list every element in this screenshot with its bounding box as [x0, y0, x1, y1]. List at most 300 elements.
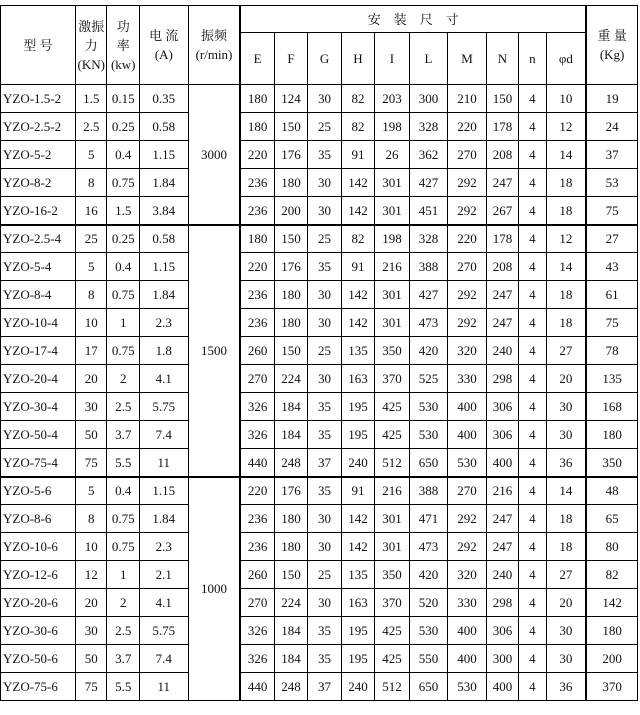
dim-i-cell: 198 — [375, 225, 409, 253]
frequency-cell: 3000 — [189, 85, 242, 225]
dim-m-cell: 292 — [448, 197, 487, 225]
header-force-line1: 激振 — [78, 18, 105, 34]
dim-l-cell: 473 — [410, 309, 449, 337]
model-cell: YZO-20-4 — [1, 365, 76, 393]
dim-m-cell: 292 — [448, 309, 487, 337]
dim-g-cell: 30 — [308, 281, 341, 309]
weight-cell: 75 — [587, 197, 638, 225]
dim-g-cell: 30 — [308, 169, 341, 197]
header-power-line2: 率 — [116, 37, 130, 53]
dim-n-upper-cell: 298 — [487, 589, 519, 617]
current-cell: 7.4 — [140, 645, 189, 673]
dim-n-upper-cell: 300 — [487, 645, 519, 673]
dim-h-cell: 195 — [342, 617, 375, 645]
table-row — [1, 421, 638, 449]
dim-e-cell: 440 — [241, 449, 274, 477]
dim-phi-d-cell: 12 — [547, 113, 588, 141]
model-cell: YZO-10-6 — [1, 533, 76, 561]
dim-phi-d-cell: 14 — [547, 477, 588, 505]
model-cell: YZO-12-6 — [1, 561, 76, 589]
dim-l-cell: 471 — [410, 505, 449, 533]
dim-e-cell: 220 — [241, 477, 274, 505]
header-power-line1: 功 — [116, 18, 130, 34]
dim-l-cell: 388 — [410, 477, 449, 505]
dim-h-cell: 142 — [342, 197, 375, 225]
dim-l-cell: 451 — [410, 197, 449, 225]
dim-f-cell: 150 — [275, 225, 308, 253]
dim-l-cell: 650 — [410, 449, 449, 477]
current-cell: 2.1 — [140, 561, 189, 589]
dim-i-cell: 216 — [375, 477, 409, 505]
current-cell: 1.15 — [140, 141, 189, 169]
dim-l-cell: 530 — [410, 393, 449, 421]
force-cell: 30 — [76, 393, 107, 421]
current-cell: 2.3 — [140, 309, 189, 337]
dim-m-cell: 400 — [448, 421, 487, 449]
dim-i-cell: 198 — [375, 113, 409, 141]
dim-phi-d-cell: 14 — [547, 141, 588, 169]
dim-g-cell: 30 — [308, 85, 341, 113]
dim-f-cell: 184 — [275, 645, 308, 673]
model-cell: YZO-17-4 — [1, 337, 76, 365]
dim-l-cell: 525 — [410, 365, 449, 393]
model-cell: YZO-75-6 — [1, 673, 76, 701]
dim-n-upper-cell: 306 — [487, 617, 519, 645]
dim-n-lower-cell: 4 — [519, 533, 546, 561]
dim-f-cell: 150 — [275, 337, 308, 365]
dim-f-cell: 176 — [275, 253, 308, 281]
table-row — [1, 113, 638, 141]
dim-i-cell: 26 — [375, 141, 409, 169]
dim-h-cell: 195 — [342, 393, 375, 421]
dim-e-cell: 326 — [241, 645, 274, 673]
dim-e-cell: 180 — [241, 225, 274, 253]
force-cell: 8 — [76, 281, 107, 309]
dim-m-cell: 400 — [448, 617, 487, 645]
header-col-h: H — [342, 33, 375, 85]
dim-e-cell: 440 — [241, 673, 274, 701]
weight-cell: 61 — [587, 281, 638, 309]
dim-n-lower-cell: 4 — [519, 309, 546, 337]
table-row — [1, 309, 638, 337]
dim-phi-d-cell: 18 — [547, 309, 588, 337]
dim-n-upper-cell: 298 — [487, 365, 519, 393]
header-weight-unit: (Kg) — [599, 47, 625, 62]
dim-f-cell: 248 — [275, 449, 308, 477]
header-force-unit: (KN) — [77, 56, 105, 72]
dim-n-upper-cell: 247 — [487, 533, 519, 561]
dim-f-cell: 200 — [275, 197, 308, 225]
power-cell: 2 — [107, 589, 139, 617]
dim-n-lower-cell: 4 — [519, 477, 546, 505]
dim-g-cell: 37 — [308, 449, 341, 477]
dim-g-cell: 30 — [308, 589, 341, 617]
table-row — [1, 169, 638, 197]
dim-h-cell: 82 — [342, 85, 375, 113]
power-cell: 0.75 — [107, 505, 139, 533]
table-row — [1, 365, 638, 393]
table-row — [1, 141, 638, 169]
header-weight-label: 重 量 — [597, 28, 627, 43]
model-cell: YZO-20-6 — [1, 589, 76, 617]
dim-h-cell: 142 — [342, 309, 375, 337]
weight-cell: 43 — [587, 253, 638, 281]
dim-i-cell: 301 — [375, 197, 409, 225]
dim-h-cell: 142 — [342, 169, 375, 197]
dim-l-cell: 473 — [410, 533, 449, 561]
dim-h-cell: 82 — [342, 225, 375, 253]
current-cell: 0.35 — [140, 85, 189, 113]
current-cell: 4.1 — [140, 365, 189, 393]
dim-i-cell: 512 — [375, 449, 409, 477]
weight-cell: 200 — [587, 645, 638, 673]
dim-f-cell: 248 — [275, 673, 308, 701]
dim-g-cell: 35 — [308, 617, 341, 645]
dim-h-cell: 240 — [342, 673, 375, 701]
header-col-m: M — [448, 33, 487, 85]
weight-cell: 80 — [587, 533, 638, 561]
power-cell: 2.5 — [107, 617, 139, 645]
dim-n-lower-cell: 4 — [519, 505, 546, 533]
dim-h-cell: 91 — [342, 141, 375, 169]
dim-phi-d-cell: 20 — [547, 365, 588, 393]
power-cell: 0.4 — [107, 253, 139, 281]
dim-i-cell: 301 — [375, 533, 409, 561]
force-cell: 1.5 — [76, 85, 107, 113]
power-cell: 0.4 — [107, 477, 139, 505]
dim-n-lower-cell: 4 — [519, 169, 546, 197]
dim-e-cell: 236 — [241, 197, 274, 225]
weight-cell: 48 — [587, 477, 638, 505]
dim-e-cell: 236 — [241, 281, 274, 309]
dim-h-cell: 82 — [342, 113, 375, 141]
force-cell: 75 — [76, 449, 107, 477]
dim-l-cell: 362 — [410, 141, 449, 169]
dim-g-cell: 30 — [308, 365, 341, 393]
model-cell: YZO-16-2 — [1, 197, 76, 225]
header-current-unit: (A) — [154, 47, 173, 62]
dim-f-cell: 184 — [275, 421, 308, 449]
dim-h-cell: 142 — [342, 281, 375, 309]
dim-i-cell: 216 — [375, 253, 409, 281]
dim-phi-d-cell: 30 — [547, 393, 588, 421]
dim-g-cell: 35 — [308, 477, 341, 505]
dim-m-cell: 220 — [448, 225, 487, 253]
spec-table-body — [1, 85, 638, 701]
dim-h-cell: 135 — [342, 337, 375, 365]
table-row — [1, 673, 638, 701]
weight-cell: 180 — [587, 617, 638, 645]
power-cell: 0.15 — [107, 85, 139, 113]
dim-n-upper-cell: 240 — [487, 561, 519, 589]
dim-g-cell: 35 — [308, 421, 341, 449]
power-cell: 5.5 — [107, 673, 139, 701]
dim-l-cell: 328 — [410, 225, 449, 253]
dim-i-cell: 301 — [375, 505, 409, 533]
dim-m-cell: 530 — [448, 673, 487, 701]
weight-cell: 370 — [587, 673, 638, 701]
dim-f-cell: 180 — [275, 169, 308, 197]
current-cell: 3.84 — [140, 197, 189, 225]
current-cell: 1.84 — [140, 505, 189, 533]
dim-h-cell: 195 — [342, 421, 375, 449]
weight-cell: 53 — [587, 169, 638, 197]
dim-n-upper-cell: 306 — [487, 421, 519, 449]
power-cell: 3.7 — [107, 421, 139, 449]
dim-g-cell: 25 — [308, 561, 341, 589]
dim-n-lower-cell: 4 — [519, 281, 546, 309]
dim-g-cell: 25 — [308, 113, 341, 141]
header-col-l: L — [410, 33, 449, 85]
dim-f-cell: 180 — [275, 533, 308, 561]
dim-g-cell: 30 — [308, 197, 341, 225]
dim-phi-d-cell: 18 — [547, 533, 588, 561]
dim-e-cell: 270 — [241, 365, 274, 393]
weight-cell: 135 — [587, 365, 638, 393]
dim-g-cell: 35 — [308, 645, 341, 673]
dim-f-cell: 150 — [275, 561, 308, 589]
dim-n-upper-cell: 400 — [487, 673, 519, 701]
power-cell: 0.4 — [107, 141, 139, 169]
dim-m-cell: 330 — [448, 365, 487, 393]
dim-i-cell: 350 — [375, 561, 409, 589]
power-cell: 1 — [107, 309, 139, 337]
current-cell: 7.4 — [140, 421, 189, 449]
dim-phi-d-cell: 36 — [547, 673, 588, 701]
dim-n-lower-cell: 4 — [519, 617, 546, 645]
dim-n-upper-cell: 178 — [487, 113, 519, 141]
dim-m-cell: 220 — [448, 113, 487, 141]
header-col-g: G — [308, 33, 341, 85]
dim-l-cell: 388 — [410, 253, 449, 281]
dim-n-lower-cell: 4 — [519, 393, 546, 421]
model-cell: YZO-5-6 — [1, 477, 76, 505]
dim-n-upper-cell: 247 — [487, 281, 519, 309]
dim-m-cell: 400 — [448, 393, 487, 421]
weight-cell: 78 — [587, 337, 638, 365]
model-cell: YZO-8-4 — [1, 281, 76, 309]
model-cell: YZO-30-4 — [1, 393, 76, 421]
current-cell: 11 — [140, 673, 189, 701]
force-cell: 25 — [76, 225, 107, 253]
header-col-n-upper: N — [487, 33, 519, 85]
current-cell: 11 — [140, 449, 189, 477]
force-cell: 20 — [76, 589, 107, 617]
table-row — [1, 561, 638, 589]
header-power — [107, 6, 139, 85]
dim-l-cell: 420 — [410, 337, 449, 365]
dim-l-cell: 550 — [410, 645, 449, 673]
dim-n-lower-cell: 4 — [519, 589, 546, 617]
table-row — [1, 337, 638, 365]
dim-g-cell: 30 — [308, 505, 341, 533]
dim-h-cell: 142 — [342, 533, 375, 561]
table-row — [1, 197, 638, 225]
header-col-f: F — [275, 33, 308, 85]
current-cell: 2.3 — [140, 533, 189, 561]
current-cell: 5.75 — [140, 393, 189, 421]
force-cell: 30 — [76, 617, 107, 645]
header-power-unit: (kw) — [110, 56, 136, 72]
dim-e-cell: 326 — [241, 393, 274, 421]
weight-cell: 19 — [587, 85, 638, 113]
header-frequency-unit: (r/min) — [195, 47, 233, 62]
model-cell: YZO-5-4 — [1, 253, 76, 281]
dim-n-lower-cell: 4 — [519, 141, 546, 169]
power-cell: 2 — [107, 365, 139, 393]
dim-n-lower-cell: 4 — [519, 253, 546, 281]
table-row — [1, 617, 638, 645]
power-cell: 0.25 — [107, 225, 139, 253]
dim-g-cell: 30 — [308, 309, 341, 337]
power-cell: 1 — [107, 561, 139, 589]
power-cell: 0.75 — [107, 169, 139, 197]
force-cell: 5 — [76, 253, 107, 281]
dim-n-upper-cell: 208 — [487, 253, 519, 281]
dim-n-upper-cell: 216 — [487, 477, 519, 505]
dim-f-cell: 224 — [275, 365, 308, 393]
table-row — [1, 449, 638, 477]
dim-e-cell: 270 — [241, 589, 274, 617]
dim-i-cell: 425 — [375, 393, 409, 421]
power-cell: 3.7 — [107, 645, 139, 673]
dim-i-cell: 425 — [375, 645, 409, 673]
force-cell: 5 — [76, 477, 107, 505]
dim-l-cell: 300 — [410, 85, 449, 113]
model-cell: YZO-10-4 — [1, 309, 76, 337]
dim-f-cell: 184 — [275, 617, 308, 645]
dim-l-cell: 650 — [410, 673, 449, 701]
weight-cell: 27 — [587, 225, 638, 253]
current-cell: 1.84 — [140, 281, 189, 309]
dim-m-cell: 292 — [448, 169, 487, 197]
header-current — [140, 6, 189, 85]
power-cell: 0.75 — [107, 533, 139, 561]
dim-phi-d-cell: 27 — [547, 561, 588, 589]
dim-e-cell: 236 — [241, 169, 274, 197]
dim-n-upper-cell: 247 — [487, 505, 519, 533]
model-cell: YZO-5-2 — [1, 141, 76, 169]
force-cell: 8 — [76, 505, 107, 533]
force-cell: 2.5 — [76, 113, 107, 141]
dim-i-cell: 301 — [375, 309, 409, 337]
dim-l-cell: 427 — [410, 169, 449, 197]
weight-cell: 142 — [587, 589, 638, 617]
dim-m-cell: 270 — [448, 253, 487, 281]
dim-n-upper-cell: 247 — [487, 309, 519, 337]
model-cell: YZO-2.5-2 — [1, 113, 76, 141]
dim-phi-d-cell: 18 — [547, 197, 588, 225]
dim-h-cell: 163 — [342, 589, 375, 617]
dim-n-upper-cell: 150 — [487, 85, 519, 113]
dim-f-cell: 184 — [275, 393, 308, 421]
current-cell: 0.58 — [140, 225, 189, 253]
dim-e-cell: 220 — [241, 141, 274, 169]
dim-f-cell: 150 — [275, 113, 308, 141]
force-cell: 20 — [76, 365, 107, 393]
force-cell: 16 — [76, 197, 107, 225]
table-row — [1, 589, 638, 617]
dim-phi-d-cell: 18 — [547, 281, 588, 309]
dim-i-cell: 512 — [375, 673, 409, 701]
header-force — [76, 6, 107, 85]
table-row — [1, 281, 638, 309]
table-row — [1, 533, 638, 561]
dim-l-cell: 530 — [410, 617, 449, 645]
dim-f-cell: 180 — [275, 281, 308, 309]
dim-phi-d-cell: 20 — [547, 589, 588, 617]
dim-e-cell: 180 — [241, 85, 274, 113]
model-cell: YZO-8-6 — [1, 505, 76, 533]
force-cell: 10 — [76, 309, 107, 337]
model-cell: YZO-2.5-4 — [1, 225, 76, 253]
header-force-line2: 力 — [84, 37, 98, 53]
header-weight — [587, 6, 638, 85]
dim-n-upper-cell: 247 — [487, 169, 519, 197]
dim-i-cell: 425 — [375, 617, 409, 645]
force-cell: 12 — [76, 561, 107, 589]
dim-f-cell: 176 — [275, 141, 308, 169]
dim-i-cell: 301 — [375, 281, 409, 309]
current-cell: 4.1 — [140, 589, 189, 617]
header-frequency — [189, 6, 242, 85]
model-cell: YZO-50-6 — [1, 645, 76, 673]
force-cell: 17 — [76, 337, 107, 365]
dim-h-cell: 135 — [342, 561, 375, 589]
table-row — [1, 477, 638, 505]
dim-l-cell: 530 — [410, 421, 449, 449]
dim-phi-d-cell: 30 — [547, 645, 588, 673]
dim-i-cell: 350 — [375, 337, 409, 365]
force-cell: 8 — [76, 169, 107, 197]
power-cell: 1.5 — [107, 197, 139, 225]
dim-h-cell: 91 — [342, 477, 375, 505]
force-cell: 50 — [76, 421, 107, 449]
table-row — [1, 645, 638, 673]
dim-e-cell: 260 — [241, 561, 274, 589]
model-cell: YZO-75-4 — [1, 449, 76, 477]
dim-n-lower-cell: 4 — [519, 561, 546, 589]
dim-g-cell: 35 — [308, 141, 341, 169]
dim-i-cell: 203 — [375, 85, 409, 113]
dim-h-cell: 240 — [342, 449, 375, 477]
dim-m-cell: 210 — [448, 85, 487, 113]
dim-n-upper-cell: 208 — [487, 141, 519, 169]
weight-cell: 168 — [587, 393, 638, 421]
current-cell: 1.15 — [140, 477, 189, 505]
header-col-n-lower: n — [519, 33, 546, 85]
table-row — [1, 393, 638, 421]
dim-n-lower-cell: 4 — [519, 197, 546, 225]
dim-h-cell: 142 — [342, 505, 375, 533]
dim-phi-d-cell: 36 — [547, 449, 588, 477]
current-cell: 1.84 — [140, 169, 189, 197]
dim-phi-d-cell: 18 — [547, 505, 588, 533]
dim-m-cell: 320 — [448, 337, 487, 365]
dim-n-upper-cell: 306 — [487, 393, 519, 421]
dim-m-cell: 292 — [448, 533, 487, 561]
weight-cell: 82 — [587, 561, 638, 589]
dim-f-cell: 180 — [275, 309, 308, 337]
dim-n-lower-cell: 4 — [519, 225, 546, 253]
dim-i-cell: 301 — [375, 169, 409, 197]
dim-n-lower-cell: 4 — [519, 421, 546, 449]
dim-phi-d-cell: 30 — [547, 421, 588, 449]
dim-n-upper-cell: 178 — [487, 225, 519, 253]
dim-m-cell: 270 — [448, 477, 487, 505]
table-row — [1, 85, 638, 113]
current-cell: 1.8 — [140, 337, 189, 365]
